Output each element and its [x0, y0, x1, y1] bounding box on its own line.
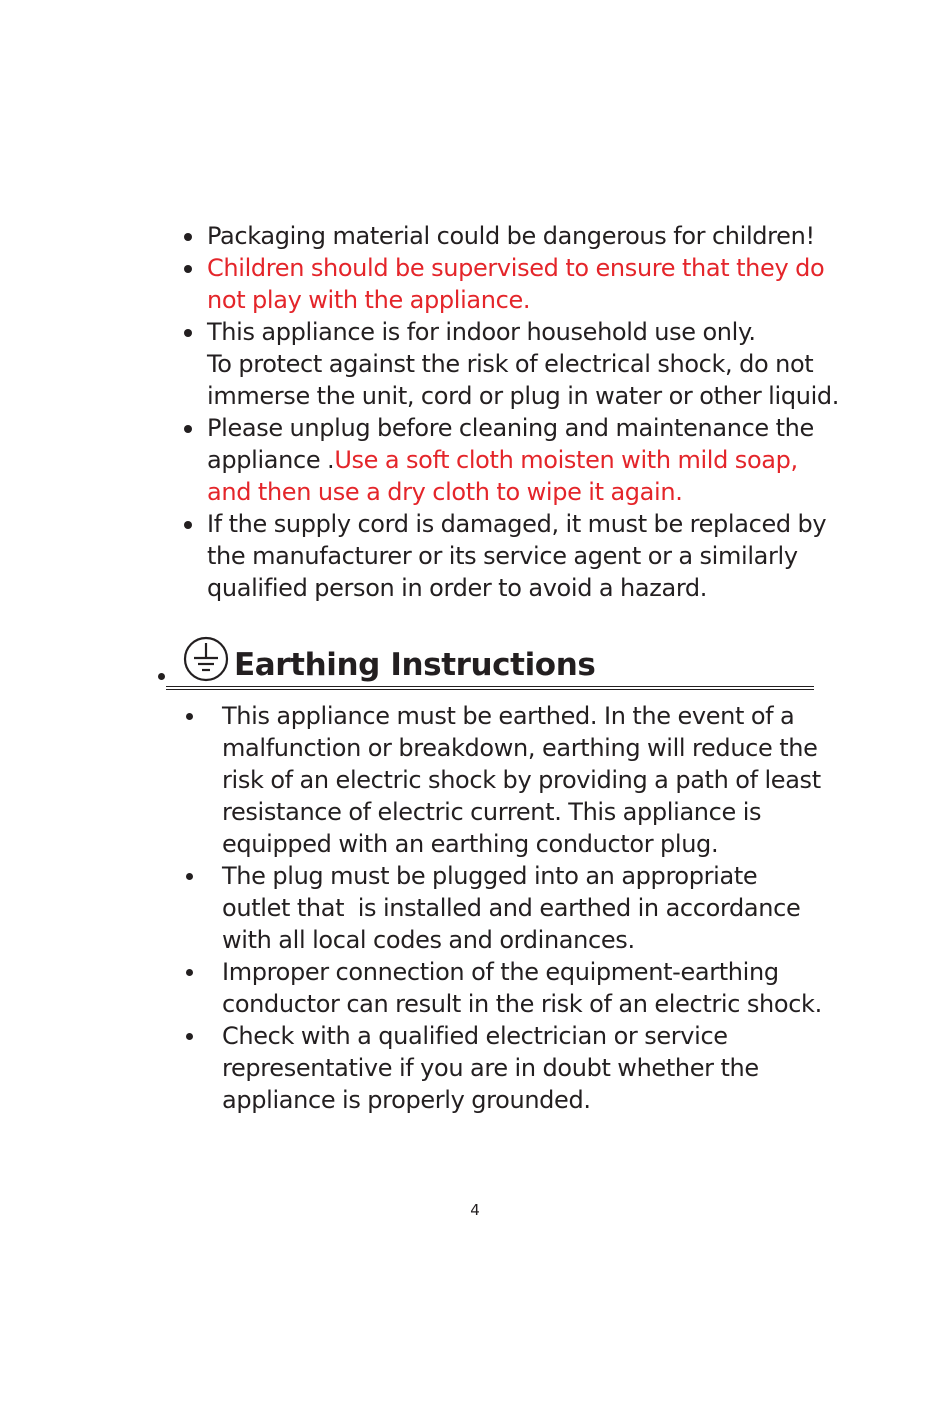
bullet-icon — [184, 233, 192, 241]
bullet-icon — [158, 673, 165, 680]
bullet-icon — [184, 521, 192, 529]
list-item: This appliance must be earthed. In the event of a malfunction or breakdown, earthing will reduce the risk of an electric shock by providing a path of least resistance of electric current. This appliance is equipped with an earthing conductor plug. — [180, 700, 880, 860]
bullet-icon — [184, 265, 192, 273]
list-item: Children should be supervised to ensure that they do not play with the appliance. — [180, 252, 880, 316]
bullet-icon — [186, 713, 193, 720]
bullet-icon — [184, 425, 192, 433]
bullet-icon — [184, 329, 192, 337]
bullet-icon — [186, 1033, 193, 1040]
earthing-section-heading — [158, 636, 818, 694]
bullet-icon — [186, 873, 193, 880]
earthing-instructions-list — [180, 700, 880, 1116]
section-title: Earthing Instructions — [234, 647, 596, 683]
list-item: This appliance is for indoor household use only. To protect against the risk of electrical shock, do not immerse the unit, cord or plug in water or other liquid. — [180, 316, 880, 412]
bullet-icon — [186, 969, 193, 976]
list-item: The plug must be plugged into an appropriate outlet that is installed and earthed in accordance with all local codes and ordinances. — [180, 860, 880, 956]
page-number: 4 — [470, 1201, 480, 1219]
heading-divider — [166, 686, 814, 690]
list-item: Check with a qualified electrician or service representative if you are in doubt whether the appliance is properly grounded. — [180, 1020, 880, 1116]
mixed-line: appliance .Use a soft cloth moisten with mild soap, — [207, 446, 798, 474]
list-item: Improper connection of the equipment-earthing conductor can result in the risk of an electric shock. — [180, 956, 880, 1020]
list-item: Packaging material could be dangerous for children! — [180, 220, 880, 252]
safety-warnings-list — [180, 220, 880, 604]
list-item: If the supply cord is damaged, it must be replaced by the manufacturer or its service agent or a similarly qualified person in order to avoid a hazard. — [180, 508, 880, 604]
list-item: Please unplug before cleaning and maintenance the appliance .Use a soft cloth moisten with mild soap, and then use a dry cloth to wipe it again. — [180, 412, 880, 508]
earth-ground-icon — [183, 636, 229, 682]
